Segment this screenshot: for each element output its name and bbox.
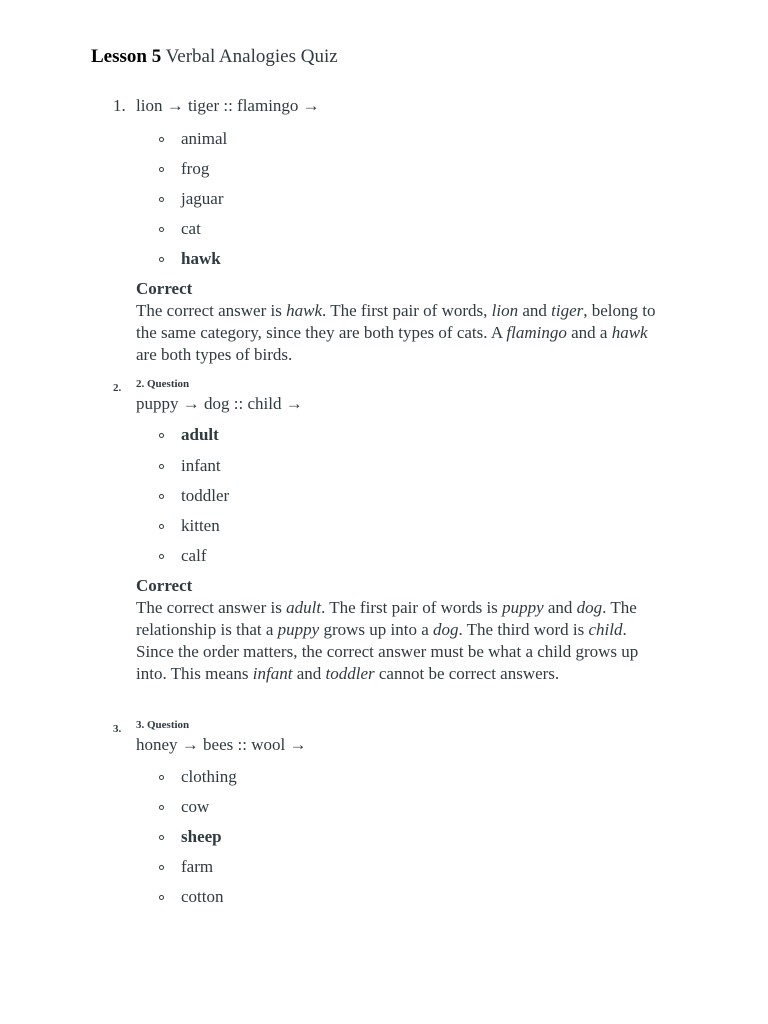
- answer-option[interactable]: [0, 188, 768, 212]
- answer-option[interactable]: [0, 545, 768, 569]
- option-label: cotton: [181, 887, 224, 906]
- answer-option[interactable]: [0, 856, 768, 880]
- question-heading: 2. Question: [136, 378, 190, 390]
- option-label: animal: [181, 129, 228, 148]
- answer-option[interactable]: [0, 766, 768, 790]
- answer-option-selected[interactable]: [0, 248, 768, 272]
- lesson-label: Lesson 5: [91, 46, 162, 67]
- option-label: hawk: [181, 249, 221, 268]
- answer-option[interactable]: [0, 485, 768, 509]
- option-label: jaguar: [181, 189, 224, 208]
- circle-bullet-icon: [159, 865, 164, 870]
- answer-option[interactable]: [0, 158, 768, 182]
- circle-bullet-icon: [159, 464, 164, 469]
- option-label: calf: [181, 546, 207, 565]
- question-heading: 3. Question: [136, 719, 190, 731]
- option-label: cow: [181, 797, 210, 816]
- option-label: clothing: [181, 767, 237, 786]
- feedback-text: The correct answer is hawk. The first pair of words, lion and tiger, belong to the same category, since they are both types of cats. A flamingo and a hawk are both types of birds.: [136, 301, 656, 364]
- circle-bullet-icon: [159, 805, 164, 810]
- option-label: infant: [181, 456, 221, 475]
- circle-bullet-icon: [159, 835, 164, 840]
- question-prompt: honey → bees :: wool →: [136, 735, 307, 754]
- option-label: cat: [181, 219, 201, 238]
- answer-option[interactable]: [0, 218, 768, 242]
- option-label: sheep: [181, 827, 222, 846]
- option-label: frog: [181, 159, 210, 178]
- question-number: 1.: [113, 96, 126, 115]
- circle-bullet-icon: [159, 257, 164, 262]
- circle-bullet-icon: [159, 554, 164, 559]
- feedback-title: Correct: [136, 279, 193, 298]
- circle-bullet-icon: [159, 167, 164, 172]
- feedback-title: Correct: [136, 576, 193, 595]
- option-label: toddler: [181, 486, 230, 505]
- circle-bullet-icon: [159, 775, 164, 780]
- circle-bullet-icon: [159, 494, 164, 499]
- option-label: farm: [181, 857, 214, 876]
- answer-option[interactable]: [0, 128, 768, 152]
- answer-option[interactable]: [0, 515, 768, 539]
- circle-bullet-icon: [159, 433, 164, 438]
- option-label: adult: [181, 425, 219, 444]
- feedback-text: The correct answer is adult. The first pair of words is puppy and dog. The relationship is that a puppy grows up into a dog. The third word is child. Since the order matters, the correct answer must be what a child grows up into. This means infant and toddler cannot be correct answers.: [136, 598, 639, 683]
- circle-bullet-icon: [159, 524, 164, 529]
- question-prompt: lion → tiger :: flamingo →: [136, 96, 320, 115]
- answer-option-selected[interactable]: [0, 826, 768, 850]
- quiz-name: Verbal Analogies Quiz: [165, 46, 338, 67]
- answer-option[interactable]: [0, 796, 768, 820]
- question-prompt: puppy → dog :: child →: [136, 394, 303, 413]
- answer-option[interactable]: [0, 886, 768, 910]
- circle-bullet-icon: [159, 137, 164, 142]
- page-title: [91, 45, 338, 69]
- question-number: 3.: [113, 723, 122, 735]
- circle-bullet-icon: [159, 227, 164, 232]
- circle-bullet-icon: [159, 895, 164, 900]
- question-number: 2.: [113, 382, 122, 394]
- circle-bullet-icon: [159, 197, 164, 202]
- answer-option[interactable]: [0, 455, 768, 479]
- option-label: kitten: [181, 516, 220, 535]
- answer-option-selected[interactable]: [0, 424, 768, 448]
